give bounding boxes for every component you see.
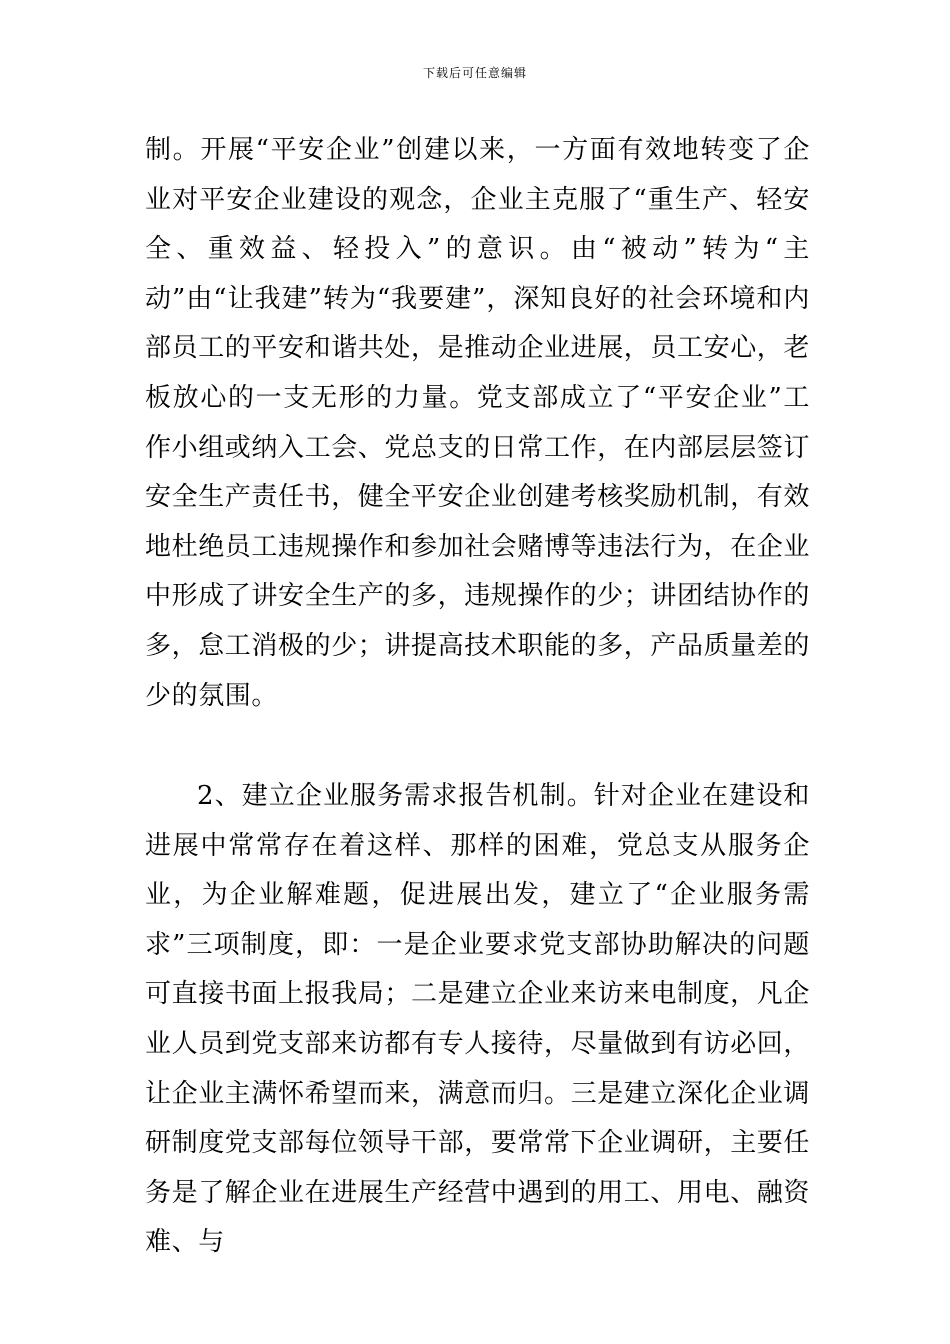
body-paragraph-2: 2、建立企业服务需求报告机制。针对企业在建设和进展中常常存在着这样、那样的困难，党总支从服务企业，为企业解难题，促进展出发，建立了“企业服务需求”三项制度，即：一是企业要求党支部协助解决的问题可直接书面上报我局；二是建立企业来访来电制度，凡企业人员到党支部来访都有专人接待，尽量做到有访必回，让企业主满怀希望而来，满意而归。三是建立深化企业调研制度党支部每位领导干部，要常常下企业调研，主要任务是了解企业在进展生产经营中遇到的用工、用电、融资难、与	[145, 781, 811, 1258]
page-header: 下载后可任意编辑	[422, 66, 527, 80]
body-paragraph-1: 制。开展“平安企业”创建以来，一方面有效地转变了企业对平安企业建设的观念，企业主克服了“重生产、轻安全、重效益、轻投入”的意识。由“被动”转为“主动”由“让我建”转为“我要建”，深知良好的社会环境和内部员工的平安和谐共处，是推动企业进展，员工安心，老板放心的一支无形的力量。党支部成立了“平安企业”工作小组或纳入工会、党总支的日常工作，在内部层层签订安全生产责任书，健全平安企业创建考核奖励机制，有效地杜绝员工违规操作和参加社会赌博等违法行为，在企业中形成了讲安全生产的多，违规操作的少；讲团结协作的多，怠工消极的少；讲提高技术职能的多，产品质量差的少的氛围。	[145, 135, 811, 711]
